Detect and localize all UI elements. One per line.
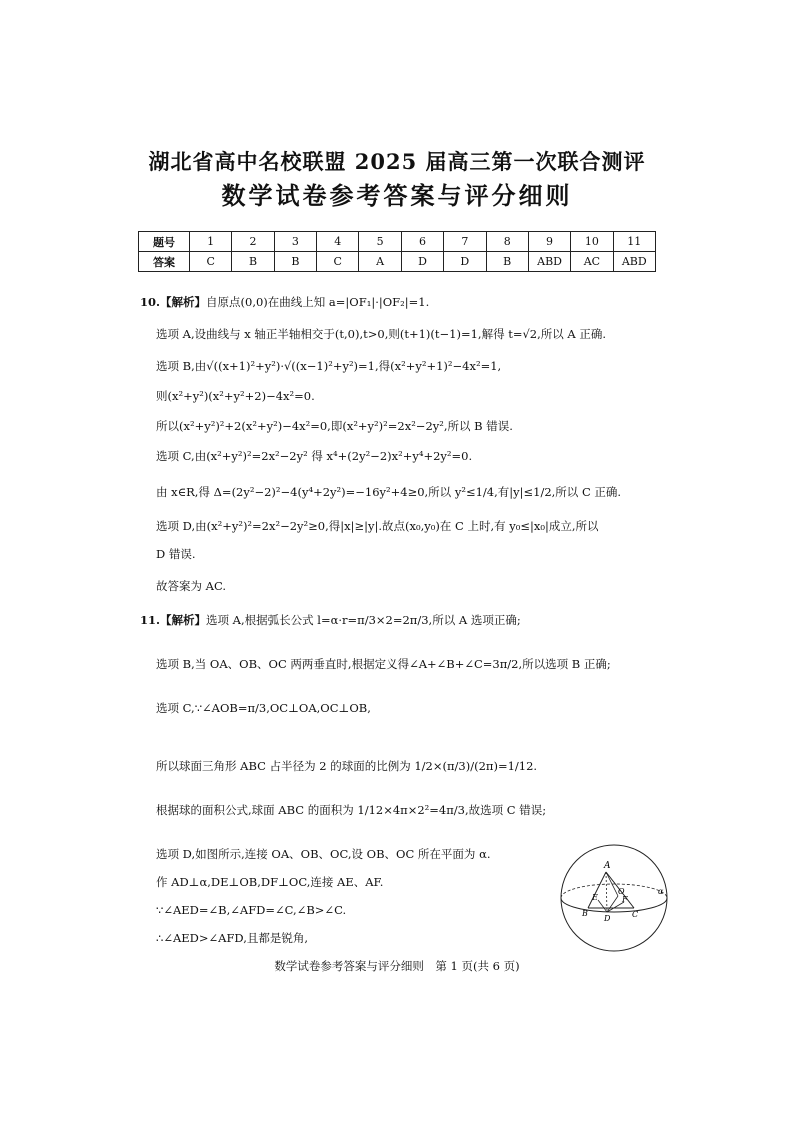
label-d: D — [604, 914, 611, 923]
q10-line-2: 选项 B,由√((x+1)²+y²)·√((x−1)²+y²)=1,得(x²+y²+1)²−4x²=1, — [156, 359, 502, 373]
table-cell: D — [444, 252, 486, 272]
table-cell: 2 — [232, 232, 274, 252]
q10-text: 自原点(0,0)在曲线上知 a=|OF₁|·|OF₂|=1. — [206, 295, 430, 309]
page-title: 湖北省高中名校联盟 2025 届高三第一次联合测评 — [148, 149, 646, 174]
label-a: A — [604, 861, 611, 871]
q10-line-6: 由 x∈R,得 Δ=(2y²−2)²−4(y⁴+2y²)=−16y²+4≥0,所以 y²≤1/4,有|y|≤1/2,所以 C 正确. — [156, 485, 622, 499]
q10-line-9: 故答案为 AC. — [156, 579, 227, 593]
sphere-outline — [561, 845, 667, 951]
q10-label: 10.【解析】 — [140, 295, 207, 309]
label-f: F — [622, 895, 628, 904]
table-cell: ABD — [528, 252, 570, 272]
table-cell: 3 — [274, 232, 316, 252]
table-cell: D — [401, 252, 443, 272]
answer-table — [138, 231, 656, 272]
table-cell: 7 — [444, 232, 486, 252]
q11-line-5: 选项 D,如图所示,连接 OA、OB、OC,设 OB、OC 所在平面为 α. — [156, 847, 491, 861]
q11-line-0 — [140, 612, 521, 628]
edge-do — [607, 896, 618, 912]
q11-text: 选项 A,根据弧长公式 l=α·r=π/3×2=2π/3,所以 A 选项正确; — [206, 613, 521, 627]
row-label-answer: 答案 — [139, 252, 190, 272]
table-cell: C — [317, 252, 359, 272]
table-cell: B — [486, 252, 528, 272]
q11-line-1: 选项 B,当 OA、OB、OC 两两垂直时,根据定义得∠A+∠B+∠C=3π/2,所以选项 B 正确; — [156, 657, 611, 671]
q11-label: 11.【解析】 — [140, 613, 207, 627]
page-footer: 数学试卷参考答案与评分细则 第 1 页(共 6 页) — [274, 959, 520, 973]
table-cell: 5 — [359, 232, 401, 252]
q11-line-6: 作 AD⊥α,DE⊥OB,DF⊥OC,连接 AE、AF. — [156, 875, 384, 889]
table-cell: 1 — [190, 232, 232, 252]
q10-line-7: 选项 D,由(x²+y²)²=2x²−2y²≥0,得|x|≥|y|.故点(x₀,y₀)在 C 上时,有 y₀≤|x₀|成立,所以 — [156, 519, 599, 533]
table-row-numbers — [139, 232, 656, 252]
q10-line-4: 所以(x²+y²)²+2(x²+y²)−4x²=0,即(x²+y²)²=2x²−2y²,所以 B 错误. — [156, 419, 513, 433]
edge-ab — [588, 872, 606, 908]
table-cell: C — [190, 252, 232, 272]
label-alpha: α — [658, 887, 664, 896]
q10-line-5: 选项 C,由(x²+y²)²=2x²−2y² 得 x⁴+(2y²−2)x²+y⁴+2y²=0. — [156, 449, 473, 463]
table-row-answers — [139, 252, 656, 272]
label-b: B — [582, 909, 588, 918]
q10-line-3: 则(x²+y²)(x²+y²+2)−4x²=0. — [156, 389, 315, 403]
label-c: C — [632, 910, 639, 919]
label-e: E — [592, 893, 598, 902]
edge-ed — [598, 900, 607, 912]
q11-line-7: ∵∠AED=∠B,∠AFD=∠C,∠B>∠C. — [156, 903, 347, 917]
table-cell: B — [274, 252, 316, 272]
page-subtitle: 数学试卷参考答案与评分细则 — [221, 181, 573, 210]
q11-line-8: ∴∠AED>∠AFD,且都是锐角, — [156, 931, 309, 945]
q10-line-0 — [140, 294, 429, 310]
table-cell: A — [359, 252, 401, 272]
sphere-diagram — [558, 842, 670, 952]
q11-line-4: 根据球的面积公式,球面 ABC 的面积为 1/12×4π×2²=4π/3,故选项 C 错误; — [156, 803, 547, 817]
table-cell: 8 — [486, 232, 528, 252]
table-cell: 6 — [401, 232, 443, 252]
equator-front — [561, 898, 667, 912]
q11-line-3: 所以球面三角形 ABC 占半径为 2 的球面的比例为 1/2×(π/3)/(2π)=1/12. — [156, 759, 538, 773]
q11-line-2: 选项 C,∵∠AOB=π/3,OC⊥OA,OC⊥OB, — [156, 701, 371, 715]
table-cell: 10 — [571, 232, 613, 252]
table-cell: 4 — [317, 232, 359, 252]
q10-line-8: D 错误. — [156, 547, 196, 561]
label-o: O — [618, 887, 625, 896]
row-label-number: 题号 — [139, 232, 190, 252]
table-cell: B — [232, 252, 274, 272]
table-cell: 11 — [613, 232, 655, 252]
q10-line-1: 选项 A,设曲线与 x 轴正半轴相交于(t,0),t>0,则(t+1)(t−1)=1,解得 t=√2,所以 A 正确. — [156, 327, 607, 341]
equator-back — [561, 884, 667, 898]
edge-ad — [606, 872, 607, 912]
table-cell: ABD — [613, 252, 655, 272]
table-cell: 9 — [528, 232, 570, 252]
table-cell: AC — [571, 252, 613, 272]
